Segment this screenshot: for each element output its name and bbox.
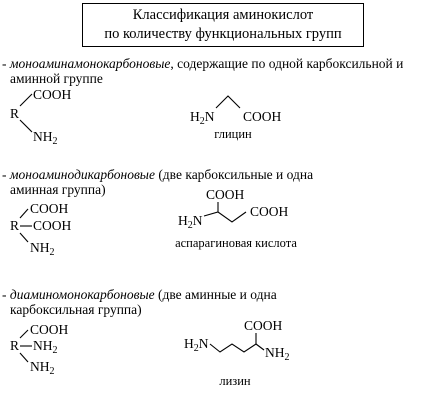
cooh-label: COOH [30, 201, 69, 216]
cooh-label: COOH [33, 218, 72, 233]
cooh-label: COOH [244, 318, 283, 333]
cooh-label: COOH [33, 87, 72, 102]
cooh-label: COOH [206, 187, 245, 202]
title-line-2: по количеству функциональных групп [104, 26, 342, 42]
lysine-structure [184, 318, 290, 388]
generic-dicarboxylic-formula [10, 201, 72, 258]
r-group-label: R [10, 106, 20, 121]
section-dash: - [2, 287, 7, 302]
cooh-label: COOH [243, 109, 282, 124]
glycine-structure [190, 96, 282, 141]
lysine-name: лизин [219, 374, 251, 388]
aspartic-acid-structure [175, 187, 297, 250]
section-dash: - [2, 56, 7, 71]
nh2-label: $NH_2$ [33, 129, 58, 147]
bond-line [210, 344, 256, 352]
bond-line [20, 353, 28, 362]
h2n-label: $H_2N$ [190, 109, 215, 127]
bond-line [216, 96, 240, 108]
bond-line [204, 212, 246, 222]
section-desc: (две карбоксильные и одна [154, 167, 314, 182]
section-desc-line-2: аминная группа) [10, 182, 106, 197]
bond-line [20, 209, 28, 218]
section-desc-line-2: карбоксильная группа) [10, 302, 142, 317]
glycine-name: глицин [214, 127, 252, 141]
section-term: моноаминодикарбоновые [9, 167, 155, 182]
r-group-label: R [10, 218, 20, 233]
generic-amino-acid-formula [10, 87, 72, 147]
cooh-label: COOH [250, 204, 289, 219]
section-term: моноаминамонокарбоновые [9, 56, 171, 71]
bond-line [20, 94, 32, 106]
nh2-label: $NH_2$ [30, 240, 55, 258]
bond-line [20, 120, 32, 132]
section-desc-line-2: аминной группе [10, 71, 103, 86]
h2n-label: $H_2N$ [184, 336, 209, 354]
bond-line [256, 344, 264, 350]
generic-diamino-formula [10, 322, 69, 377]
r-group-label: R [10, 338, 20, 353]
section-desc: (две аминные и одна [154, 287, 277, 302]
section-dash: - [2, 167, 7, 182]
bond-line [20, 233, 28, 242]
bond-line [20, 330, 28, 338]
section-term: диаминомонокарбоновые [9, 287, 155, 302]
title-line-1: Классификация аминокислот [132, 7, 314, 23]
section-desc: , содержащие по одной карбоксильной и [170, 56, 404, 71]
h2n-label: $H_2N$ [178, 213, 203, 231]
nh2-label: $NH_2$ [30, 359, 55, 377]
nh2-label: $NH_2$ [265, 345, 290, 363]
nh2-label: $NH_2$ [33, 338, 58, 356]
cooh-label: COOH [30, 322, 69, 337]
aspartic-acid-name: аспарагиновая кислота [175, 236, 297, 250]
